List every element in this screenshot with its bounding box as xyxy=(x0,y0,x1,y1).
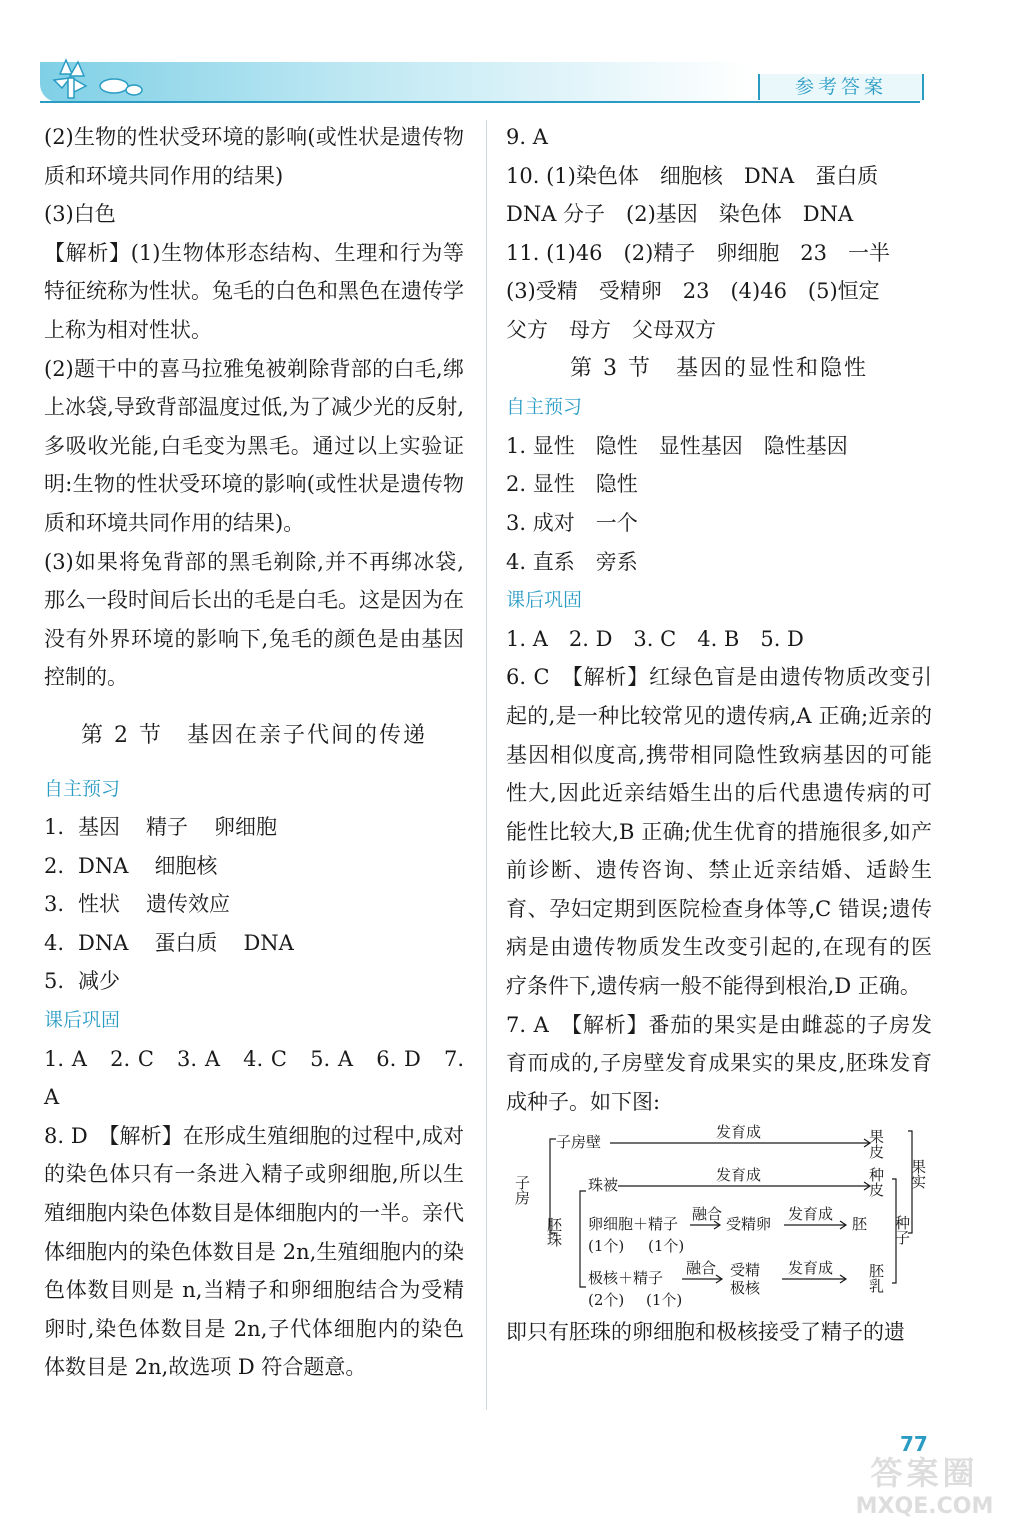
answer: 性状 xyxy=(78,892,121,917)
answer: 精子 xyxy=(146,815,189,840)
answer: DNA xyxy=(243,930,294,955)
answer-paragraph: (3)白色 xyxy=(44,202,116,227)
answer-line: (3)受精 受精卵 23 (4)46 (5)恒定 xyxy=(506,279,880,304)
label-fuse: 融合 xyxy=(686,1259,717,1278)
watermark-logo xyxy=(832,1452,1017,1532)
item-number: 4. xyxy=(44,930,65,955)
header-rule xyxy=(40,101,920,103)
label-seed-coat: 种皮 xyxy=(867,1167,885,1198)
analysis-paragraph: (3)如果将兔背部的黑毛剃除,并不再绑冰袋,那么一段时间后长出的毛是白毛。这是因为在没有外界环境的影响下,兔毛的颜色是由基因控制的。 xyxy=(44,549,464,690)
fruit-development-diagram xyxy=(513,1123,936,1310)
answer-line: 父方 母方 父母双方 xyxy=(506,317,716,342)
list-item xyxy=(44,924,464,963)
item-number: 2. xyxy=(44,853,65,878)
answer: DNA xyxy=(78,853,129,878)
list-item: 2. 显性 隐性 xyxy=(506,472,638,497)
answer: 卵细胞 xyxy=(214,815,278,840)
label-develops-into: 发育成 xyxy=(716,1166,762,1185)
list-item: 4. 直系 旁系 xyxy=(506,549,638,574)
column-divider xyxy=(486,120,487,1410)
analysis-paragraph: 【解析】(1)生物体形态结构、生理和行为等特征统称为性状。兔毛的白色和黑色在遗传学上称为相对性状。 xyxy=(44,240,464,342)
answer: 细胞核 xyxy=(154,853,218,878)
label-develops-into: 发育成 xyxy=(716,1123,762,1142)
label-zygote: 受精卵 xyxy=(726,1215,772,1234)
label-develops-into: 发育成 xyxy=(788,1205,834,1224)
section-title: 第 3 节 基因的显性和隐性 xyxy=(570,355,868,381)
item-number: 3. xyxy=(44,892,65,917)
subsection-heading: 课后巩固 xyxy=(506,589,583,612)
subsection-heading: 自主预习 xyxy=(44,777,121,800)
choice-answers: 1. A 2. C 3. A 4. C 5. A 6. D 7. A xyxy=(44,1046,464,1110)
answer-line: 9. A xyxy=(506,125,548,149)
section-tab: 参考答案 xyxy=(758,74,924,100)
subsection-heading: 课后巩固 xyxy=(44,1009,121,1032)
answer: 基因 xyxy=(78,815,121,840)
answer: DNA xyxy=(78,930,129,955)
analysis-paragraph: 7. A 【解析】番茄的果实是由雌蕊的子房发育而成的,子房壁发育成果实的果皮,胚珠发育成种子。如下图: xyxy=(506,1012,932,1114)
list-item xyxy=(44,847,464,886)
label-embryo: 胚 xyxy=(852,1215,868,1234)
right-column xyxy=(506,118,932,1352)
label-count: (1个) xyxy=(588,1237,625,1256)
label-ovule: 胚珠 xyxy=(545,1217,563,1248)
label-ovary-wall: 子房壁 xyxy=(556,1133,602,1152)
analysis-paragraph: 6. C 【解析】红绿色盲是由遗传物质改变引起的,是一种比较常见的遗传病,A 正确;近亲的基因相似度高,携带相同隐性致病基因的可能性大,因此近亲结婚生出的后代患遗传病的可能性比较大,B 正确;优生优育的措施很多,如产前诊断、遗传咨询、禁止近亲结婚、适龄生育、孕妇定期到医院检查身体等,C 错误;遗传病是由遗传物质发生改变引起的,在现有的医疗条件下,遗传病一般不能得到根治,D 正确。 xyxy=(506,665,932,999)
header-band xyxy=(40,62,750,102)
windmill-icon xyxy=(44,52,144,102)
item-number: 1. xyxy=(44,815,65,840)
label-egg-plus-sperm: 卵细胞＋精子 xyxy=(588,1215,679,1234)
label-fertilized-polar: 极核 xyxy=(730,1279,761,1298)
analysis-paragraph: 即只有胚珠的卵细胞和极核接受了精子的遗 xyxy=(506,1320,905,1345)
label-count: (1个) xyxy=(648,1237,685,1256)
list-item: 3. 成对 一个 xyxy=(506,510,638,535)
item-number: 5. xyxy=(44,969,65,994)
label-integument: 珠被 xyxy=(588,1176,619,1195)
answer-line: 11. (1)46 (2)精子 卵细胞 23 一半 xyxy=(506,240,891,265)
label-develops-into: 发育成 xyxy=(788,1259,834,1278)
left-column xyxy=(44,118,464,1387)
label-fertilized-polar: 受精 xyxy=(730,1261,761,1280)
label-endosperm: 胚乳 xyxy=(867,1263,885,1294)
section-title: 第 2 节 基因在亲子代间的传递 xyxy=(81,722,427,748)
watermark-text: MXQE.COM xyxy=(855,1494,994,1519)
list-item xyxy=(44,962,464,1001)
page-header xyxy=(0,0,1024,110)
choice-answers: 1. A 2. D 3. C 4. B 5. D xyxy=(506,626,804,651)
answer: 遗传效应 xyxy=(146,892,231,917)
list-item: 1. 显性 隐性 显性基因 隐性基因 xyxy=(506,433,848,458)
subsection-heading: 自主预习 xyxy=(506,396,583,419)
label-ovary: 子房 xyxy=(513,1175,531,1206)
label-fruit: 果实 xyxy=(909,1159,927,1190)
list-item xyxy=(44,885,464,924)
analysis-paragraph: 8. D 【解析】在形成生殖细胞的过程中,成对的染色体只有一条进入精子或卵细胞,所以生殖细胞内染色体数目是体细胞内的一半。亲代体细胞内的染色体数目是 2n,生殖细胞内的染色体数目则是 n,当精子和卵细胞结合为受精卵时,染色体数目是 2n,子代体细胞内的染色体数目是 2n,故选项 D 符合题意。 xyxy=(44,1123,464,1380)
answer-paragraph: (2)生物的性状受环境的影响(或性状是遗传物质和环境共同作用的结果) xyxy=(44,125,464,188)
label-seed: 种子 xyxy=(893,1215,911,1246)
label-polar-plus-sperm: 极核＋精子 xyxy=(588,1269,664,1288)
answer: 蛋白质 xyxy=(154,930,218,955)
label-pericarp: 果皮 xyxy=(867,1129,885,1160)
label-fuse: 融合 xyxy=(692,1205,723,1224)
analysis-paragraph: (2)题干中的喜马拉雅兔被剃除背部的白毛,绑上冰袋,导致背部温度过低,为了减少光的反射,多吸收光能,白毛变为黑毛。通过以上实验证明:生物的性状受环境的影响(或性状是遗传物质和环境共同作用的结果)。 xyxy=(44,356,464,535)
answer-line: 10. (1)染色体 细胞核 DNA 蛋白质 xyxy=(506,163,879,188)
page-number: 77 xyxy=(900,1432,928,1456)
label-count: (2个) xyxy=(588,1291,625,1310)
list-item xyxy=(44,808,464,847)
label-count: (1个) xyxy=(646,1291,683,1310)
answer-line: DNA 分子 (2)基因 染色体 DNA xyxy=(506,202,854,227)
answer: 减少 xyxy=(78,969,121,994)
watermark-text: 答案圈 xyxy=(870,1454,979,1492)
